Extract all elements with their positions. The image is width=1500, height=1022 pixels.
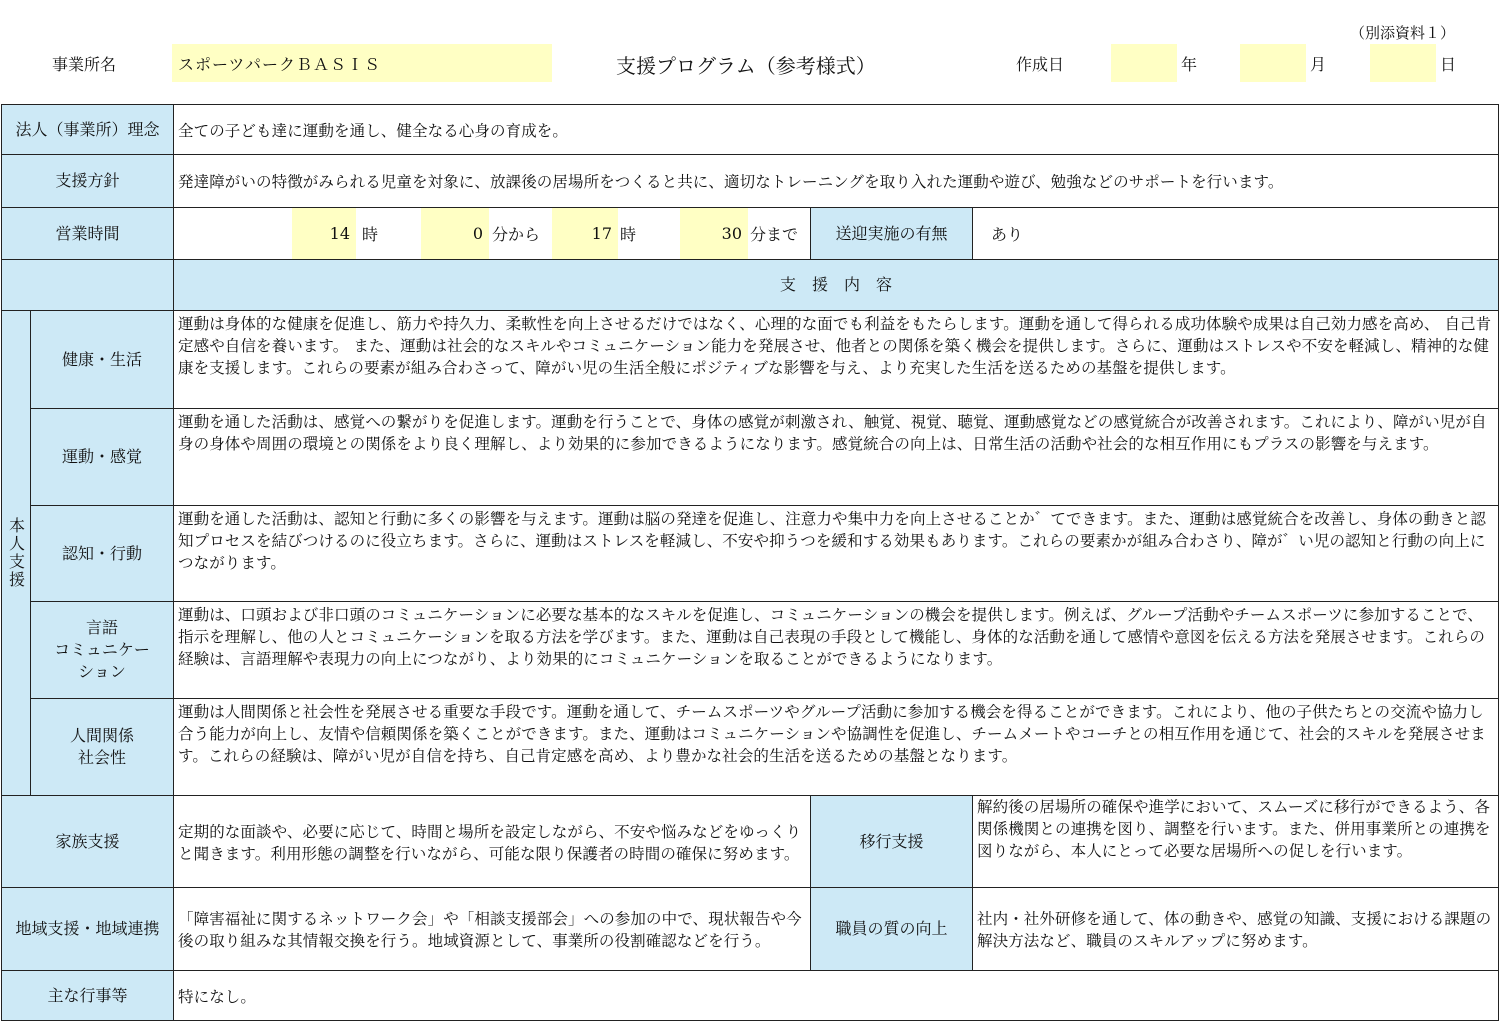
office-name: スポーツパークＢＡＳＩＳ [178,54,382,74]
family-support-text: 定期的な面談や、必要に応じて、時間と場所を設定しながら、不安や悩みなどをゆっくりと聞きます。利用形態の調整を行いながら、可能な限り保護者の時間の確保に努めます。 [178,822,802,863]
social-relations-label [30,698,174,796]
office-label: 事業所名 [52,55,117,74]
language-communication-label-text: 言語 コミュニケー ション [54,618,150,681]
hours-label-text: 営業時間 [55,223,120,243]
language-communication-text: 運動は、口頭および非口頭のコミュニケーションに必要な基本的なスキルを促進し、コミュニケーションの機会を提供します。例えば、グループ活動やチームスポーツに参加することで、指示を理解し、他の人とコミュニケーションを取る方法を学びます。また、運動は自己表現の手段として機能し、身体的な活動を通して感情や意図を伝える方法を発展させます。これらの経験は、言語理解や表現力の向上につながり、より効果的にコミュニケーションを取ることができるようになります。 [178,606,1485,668]
start-hour-field[interactable]: 14 [292,208,356,259]
philosophy-label-text: 法人（事業所）理念 [15,119,160,139]
family-support-label [1,795,174,888]
philosophy-text: 全ての子ども達に運動を通し、健全なる心身の育成を。 [178,121,569,140]
created-month-field[interactable] [1240,44,1306,82]
staff-quality-label-text: 職員の質の向上 [835,919,948,938]
until-unit: 分まで [750,225,799,244]
community-support-label [1,887,174,971]
health-life-label [30,310,174,409]
transition-support-label [810,795,973,888]
hour-unit-2: 時 [620,225,637,244]
end-hour-field[interactable]: 17 [552,208,618,259]
health-life-cell [173,310,1499,409]
cognition-behavior-label-text: 認知・行動 [61,543,142,563]
support-content-header-text: 支 援 内 容 [779,275,892,294]
staff-quality-text: 社内・社外研修を通して、体の動きや、感覚の知識、支援における課題の解決方法など、職員のスキルアップに努めます。 [977,910,1492,950]
language-communication-label [30,601,174,699]
philosophy-label [1,104,174,155]
cognition-behavior-text: 運動を通した活動は、認知と行動に多くの影響を与えます。運動は脳の発達を促進し、注意力や集中力を向上させることか゛てできます。また、運動は感覚統合を改善し、身体の動きと認知プロセスを結びつけるのに役立ちます。さらに、運動はストレスを軽減し、不安や抑うつを緩和する効果もあります。これらの要素かが組み合わさり、障が゛い児の認知と行動の向上につながります。 [178,510,1486,572]
document-title: 支援プログラム（参考様式） [616,54,876,78]
year-unit: 年 [1181,55,1198,74]
family-support-label-text: 家族支援 [55,831,120,851]
cognition-behavior-cell [173,505,1499,602]
created-date-label: 作成日 [1016,55,1065,74]
transition-support-label-text: 移行支援 [859,831,924,851]
hours-label [1,207,174,260]
events-text: 特になし。 [178,987,257,1006]
social-relations-text: 運動は人間関係と社会性を発展させる重要な手段です。運動を通して、チームスポーツやグループ活動に参加する機会を得ることができます。これにより、他の子供たちとの交流や協力し合う能力が向上し、友情や信頼関係を築くことができます。また、運動はコミュニケーションや協調性を促進し、チームメートやコーチとの相互作用を通じて、社会的スキルを発展させます。これらの経験は、障がい児が自信を持ち、自己肯定感を高め、より豊かな社会的生活を送るための基盤となります。 [178,703,1486,765]
language-communication-cell [173,601,1499,699]
social-relations-cell [173,698,1499,796]
health-life-text: 運動は身体的な健康を促進し、筋力や持久力、柔軟性を向上させるだけではなく、心理的な面でも利益をもたらします。運動を通して得られる成功体験や成果は自己効力感を高め、 自己肯定感や自信を養います。 また、運動は社会的なスキルやコミュニケーション能力を発展させ、他者との関係を築く機会を提供します。さらに、運動はストレスや不安を軽減し、精神的な健康を支援します。これらの要素が組み合わさって、障がい児の生活全般にポジティブな影響を与え、より充実した生活を送るための基盤を提供します。 [178,315,1492,377]
transport-label [810,207,973,260]
transport-cell [972,207,1499,260]
day-unit: 日 [1440,55,1457,74]
start-minute-field[interactable]: 0 [421,208,489,259]
attachment-note: （別添資料１） [1350,24,1456,42]
events-label-text: 主な行事等 [47,985,128,1005]
support-header-spacer [1,259,174,311]
family-support-cell [173,795,811,888]
motor-sensory-text: 運動を通した活動は、感覚への繋がりを促進します。運動を行うことで、身体の感覚が刺激され、触覚、視覚、聴覚、運動感覚などの感覚統合が改善されます。これにより、障がい児が自身の身体や周囲の環境との関係をより良く理解し、より効果的に参加できるようになります。感覚統合の向上は、日常生活の活動や社会的な相互作用にもプラスの影響を与えます。 [178,413,1487,453]
community-support-cell [173,887,811,971]
transition-support-cell [972,795,1499,888]
policy-text: 発達障がいの特徴がみられる児童を対象に、放課後の居場所をつくると共に、適切なトレーニングを取り入れた運動や遊び、勉強などのサポートを行います。 [178,173,1284,191]
created-year-field[interactable] [1111,44,1177,82]
individual-support-label-text: 本人支援 [6,517,26,589]
office-name-field[interactable] [172,44,552,82]
hour-unit-1: 時 [362,225,379,244]
staff-quality-label [810,887,973,971]
staff-quality-cell [972,887,1499,971]
hours-cell [173,207,811,260]
transport-label-text: 送迎実施の有無 [835,223,948,243]
events-cell [173,970,1499,1021]
community-support-text: 「障害福祉に関するネットワーク会」や「相談支援部会」への参加の中で、現状報告や今後の取り組みな其情報交換を行う。地域資源として、事業所の役割確認などを行う。 [178,910,802,950]
month-unit: 月 [1310,55,1327,74]
transport-value: あり [991,225,1024,244]
individual-support-label [1,310,31,796]
social-relations-label-text: 人間関係 社会性 [69,726,134,767]
end-minute-field[interactable]: 30 [680,208,748,259]
motor-sensory-cell [173,408,1499,506]
philosophy-cell [173,104,1499,155]
motor-sensory-label [30,408,174,506]
policy-label [1,154,174,208]
policy-label-text: 支援方針 [55,171,120,190]
support-content-header [173,259,1499,311]
from-unit: 分から [492,225,541,244]
policy-cell [173,154,1499,208]
events-label [1,970,174,1021]
created-day-field[interactable] [1370,44,1436,82]
transition-support-text: 解約後の居場所の確保や進学において、スムーズに移行ができるよう、各関係機関との連携を図り、調整を行います。また、併用事業所との連携を図りながら、本人にとって必要な居場所への促しを行います。 [977,798,1491,860]
motor-sensory-label-text: 運動・感覚 [61,447,142,466]
health-life-label-text: 健康・生活 [61,349,142,369]
cognition-behavior-label [30,505,174,602]
community-support-label-text: 地域支援・地域連携 [15,919,160,938]
